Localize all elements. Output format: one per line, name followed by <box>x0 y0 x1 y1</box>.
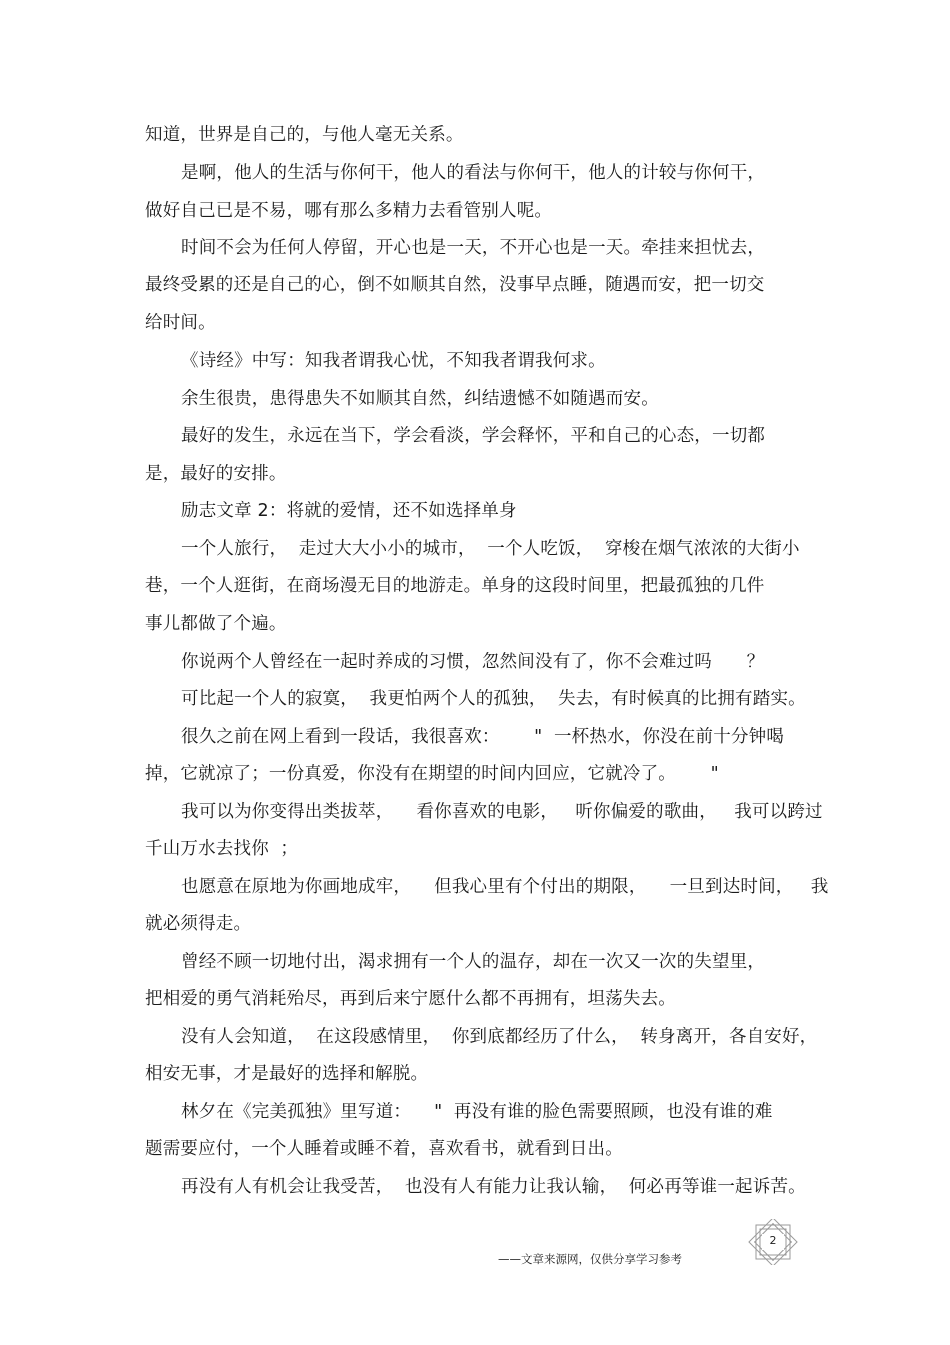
text-line: 就必须得走。 <box>145 914 252 934</box>
text-line: 掉，它就凉了；一份真爱，你没有在期望的时间内回应，它就冷了。 " <box>145 764 719 784</box>
text-line: 林夕在《完美孤独》里写道： " 再没有谁的脸色需要照顾，也没有谁的难 <box>181 1102 773 1122</box>
text-line: 可比起一个人的寂寞， 我更怕两个人的孤独， 失去，有时候真的比拥有踏实。 <box>181 689 806 709</box>
text-line: 最好的发生，永远在当下，学会看淡，学会释怀，平和自己的心态，一切都 <box>181 426 766 446</box>
text-line: 最终受累的还是自己的心，倒不如顺其自然，没事早点睡，随遇而安，把一切交 <box>145 275 765 295</box>
text-line: 相安无事，才是最好的选择和解脱。 <box>145 1064 429 1084</box>
text-line: 再没有人有机会让我受苦， 也没有人有能力让我认输， 何必再等谁一起诉苦。 <box>181 1177 806 1197</box>
text-line: 事儿都做了个遍。 <box>145 614 287 634</box>
text-line: 把相爱的勇气消耗殆尽，再到后来宁愿什么都不再拥有，坦荡失去。 <box>145 989 676 1009</box>
text-line: 一个人旅行， 走过大大小小的城市， 一个人吃饭， 穿梭在烟气浓浓的大街小 <box>181 539 800 559</box>
text-line: 也愿意在原地为你画地成牢， 但我心里有个付出的期限， 一旦到达时间， 我 <box>181 877 829 897</box>
text-line: 很久之前在网上看到一段话，我很喜欢： " 一杯热水，你没在前十分钟喝 <box>181 727 785 747</box>
text-line: 题需要应付，一个人睡着或睡不着，喜欢看书，就看到日出。 <box>145 1139 623 1159</box>
text-line: 没有人会知道， 在这段感情里， 你到底都经历了什么， 转身离开，各自安好， <box>181 1027 818 1047</box>
text-line: 巷，一个人逛街，在商场漫无目的地游走。单身的这段时间里，把最孤独的几件 <box>145 576 765 596</box>
text-line: 是啊，他人的生活与你何干，他人的看法与你何干，他人的计较与你何干， <box>181 163 766 183</box>
text-line: 给时间。 <box>145 313 216 333</box>
text-line: 余生很贵，患得患失不如顺其自然，纠结遗憾不如随遇而安。 <box>181 389 659 409</box>
text-line: 你说两个人曾经在一起时养成的习惯，忽然间没有了，你不会难过吗 ？ <box>181 652 765 672</box>
page-number: 2 <box>769 1234 777 1247</box>
section-heading: 励志文章 2：将就的爱情，还不如选择单身 <box>181 501 517 521</box>
text-line: 知道，世界是自己的，与他人毫无关系。 <box>145 125 464 145</box>
text-line: 《诗经》中写：知我者谓我心忧，不知我者谓我何求。 <box>181 351 606 371</box>
source-note: ——文章来源网，仅供分享学习参考 <box>498 1252 682 1266</box>
text-line: 千山万水去找你 ； <box>145 839 299 859</box>
text-line: 我可以为你变得出类拔萃， 看你喜欢的电影， 听你偏爱的歌曲， 我可以跨过 <box>181 802 823 822</box>
text-line: 时间不会为任何人停留，开心也是一天，不开心也是一天。牵挂来担忧去， <box>181 238 766 258</box>
text-line: 做好自己已是不易，哪有那么多精力去看管别人呢。 <box>145 201 553 221</box>
page-number-badge <box>748 1219 798 1265</box>
text-line: 是，最好的安排。 <box>145 464 287 484</box>
text-line: 曾经不顾一切地付出，渴求拥有一个人的温存，却在一次又一次的失望里， <box>181 952 766 972</box>
